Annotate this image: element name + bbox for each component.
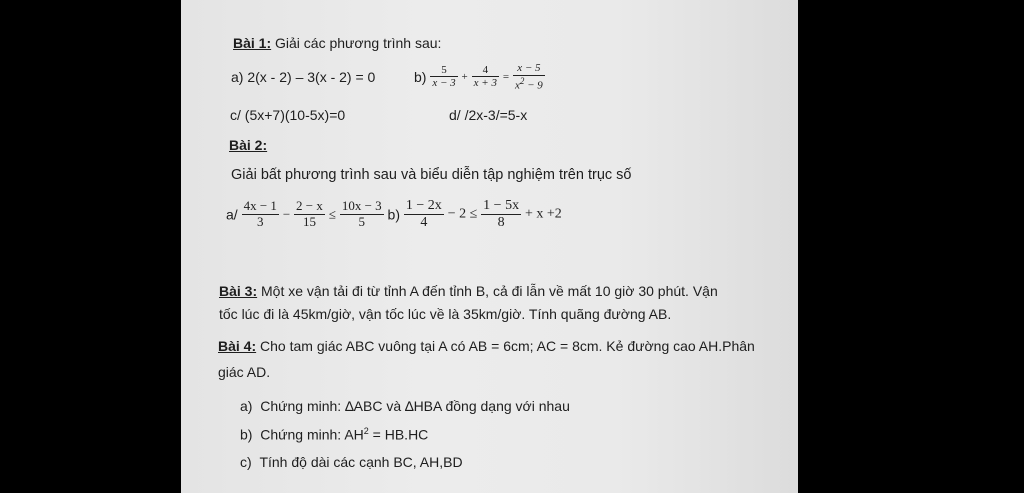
bai3-heading: Bài 3: — [219, 283, 258, 299]
numerator: 4 — [472, 64, 499, 78]
denominator: x + 3 — [473, 77, 497, 90]
numerator: 1 − 2x — [404, 198, 444, 215]
item-label: b) — [240, 426, 253, 443]
item-text: Chứng minh: AH — [260, 426, 364, 443]
bai4-line1 — [218, 338, 755, 354]
item-text: Tính độ dài các cạnh BC, AH,BD — [259, 454, 463, 470]
bai2-b-label: b) — [387, 206, 400, 223]
denominator: 3 — [257, 214, 264, 230]
bai2-inequalities — [226, 198, 562, 231]
item-label: a) — [240, 398, 253, 414]
den-base: x — [514, 79, 520, 92]
bai1-b-fraction-3 — [513, 62, 545, 92]
bai1-b-label: b) — [414, 68, 427, 85]
bai1-c: c/ (5x+7)(10-5x)=0 — [230, 107, 346, 123]
bai4-item-a — [240, 398, 570, 414]
numerator: 10x − 3 — [341, 198, 382, 214]
bai1-a: a) 2(x - 2) – 3(x - 2) = 0 — [231, 69, 376, 85]
minus-sign: − — [282, 206, 291, 222]
bai4-item-c — [240, 454, 463, 470]
denominator — [513, 76, 545, 92]
den-rest: − 9 — [524, 79, 543, 92]
bai2-heading: Bài 2: — [229, 137, 268, 153]
bai1-b — [414, 62, 545, 92]
bai4-line2: giác AD. — [218, 364, 271, 380]
bai2-b-tail: + x +2 — [524, 206, 562, 222]
denominator: 8 — [497, 215, 505, 231]
bai4-heading: Bài 4: — [218, 338, 257, 354]
denominator: 4 — [420, 215, 428, 231]
bai1-title: Giải các phương trình sau: — [271, 35, 442, 51]
bai2-a-fraction-3 — [340, 199, 384, 230]
item-text-post: = HB.HC — [368, 426, 429, 443]
den-exponent: 2 — [519, 75, 525, 86]
denominator: 15 — [302, 214, 316, 230]
bai2-b-mid: − 2 ≤ — [447, 206, 478, 222]
bai2-a-label: a/ — [226, 206, 238, 223]
numerator: 4x − 1 — [243, 198, 277, 214]
item-label: c) — [240, 454, 252, 470]
equals-sign: = — [502, 70, 510, 83]
numerator: 5 — [430, 64, 457, 78]
bai1-title-line — [233, 35, 441, 51]
bai2-b-fraction-1 — [404, 198, 444, 231]
bai2-b-fraction-2 — [481, 198, 521, 231]
bai1-d: d/ /2x-3/=5-x — [449, 107, 528, 123]
denominator: 5 — [358, 214, 365, 230]
bai4-item-b — [240, 426, 428, 443]
le-sign: ≤ — [328, 206, 336, 222]
plus-sign: + — [461, 70, 468, 83]
numerator: 1 − 5x — [481, 198, 521, 215]
bai1-b-fraction-1 — [430, 64, 457, 90]
bai2-instruction: Giải bất phương trình sau và biểu diễn tập nghiệm trên trục số — [231, 167, 632, 183]
bai3-line1 — [219, 283, 718, 299]
bai4-text: Cho tam giác ABC vuông tại A có AB = 6cm; AC = 8cm. Kẻ đường cao AH.Phân — [256, 338, 755, 354]
bai1-heading: Bài 1: — [233, 35, 272, 51]
item-text: Chứng minh: ∆ABC và ∆HBA đồng dạng với nhau — [260, 398, 570, 414]
bai1-b-fraction-2 — [472, 64, 499, 90]
item-superscript: 2 — [363, 426, 369, 436]
denominator: x − 3 — [432, 77, 456, 90]
numerator: 2 − x — [296, 198, 323, 214]
bai3-text: Một xe vận tải đi từ tỉnh A đến tỉnh B, cả đi lẫn về mất 10 giờ 30 phút. Vận — [257, 283, 718, 299]
numerator: x − 5 — [513, 62, 545, 76]
bai2-a-fraction-2 — [294, 199, 325, 230]
worksheet-page — [181, 0, 798, 493]
bai2-a-fraction-1 — [242, 199, 279, 230]
bai3-line2: tốc lúc đi là 45km/giờ, vận tốc lúc về là 35km/giờ. Tính quãng đường AB. — [219, 306, 672, 322]
